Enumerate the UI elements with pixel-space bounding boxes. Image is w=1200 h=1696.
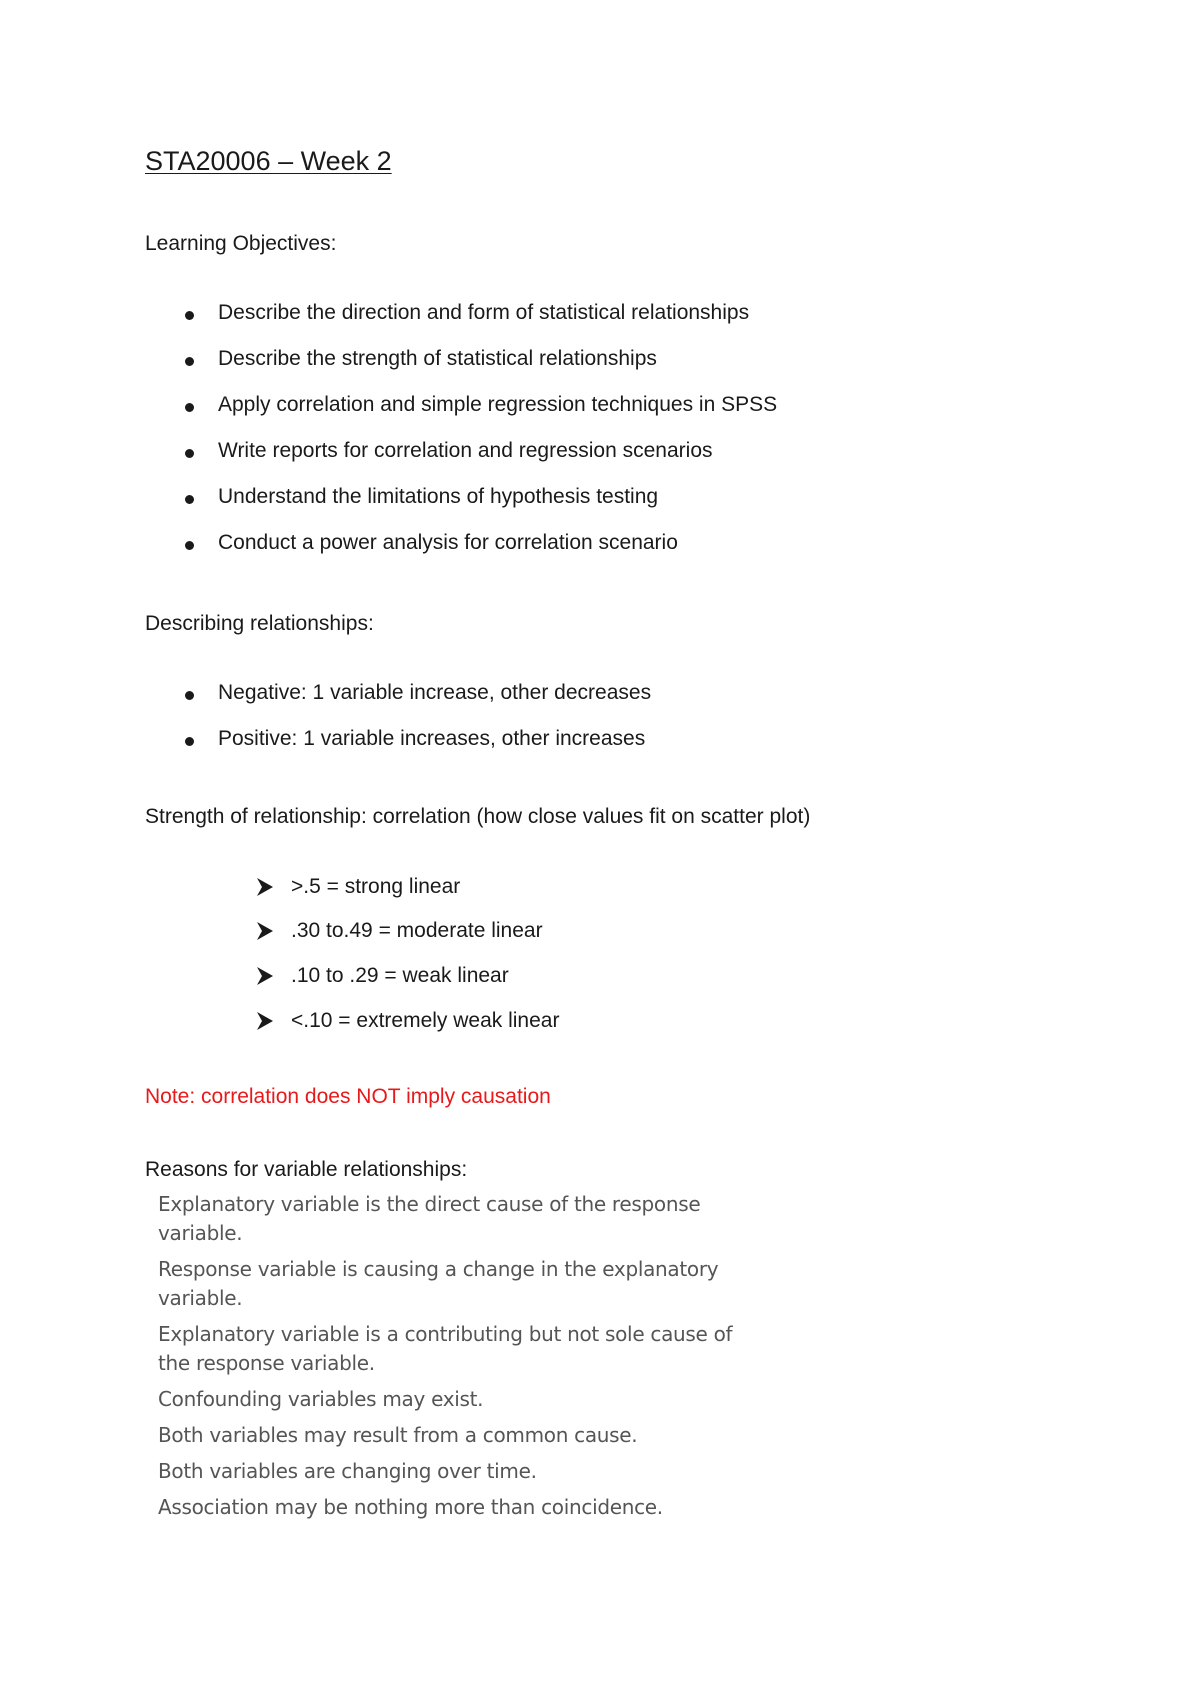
objectives-heading: Learning Objectives:: [145, 232, 337, 255]
list-item-text: Describe the direction and form of statistical relationships: [218, 301, 750, 324]
bullet-dot-icon: [185, 495, 194, 504]
causation-note: Note: correlation does NOT imply causation: [145, 1085, 551, 1108]
bullet-dot-icon: [185, 541, 194, 550]
bullet-dot-icon: [185, 737, 194, 746]
reasons-heading: Reasons for variable relationships:: [145, 1158, 468, 1181]
bullet-dot-icon: [185, 691, 194, 700]
describing-heading: Describing relationships:: [145, 612, 374, 635]
list-item-text: Describe the strength of statistical relationships: [218, 347, 657, 370]
arrow-bullet-icon: [256, 966, 274, 986]
strength-heading: Strength of relationship: correlation (how close values fit on scatter plot): [145, 805, 811, 828]
list-item-text: Negative: 1 variable increase, other decreases: [218, 681, 652, 704]
list-item-text: Write reports for correlation and regression scenarios: [218, 439, 713, 462]
list-item-text: .10 to .29 = weak linear: [291, 964, 509, 987]
reason-item: Confounding variables may exist.: [158, 1387, 484, 1411]
page-title: STA20006 – Week 2: [145, 146, 392, 176]
bullet-dot-icon: [185, 403, 194, 412]
bullet-dot-icon: [185, 311, 194, 320]
arrow-bullet-icon: [256, 877, 274, 897]
bullet-dot-icon: [185, 357, 194, 366]
list-item-text: Positive: 1 variable increases, other increases: [218, 727, 646, 750]
arrow-bullet-icon: [256, 1011, 274, 1031]
list-item-text: Conduct a power analysis for correlation scenario: [218, 531, 678, 554]
bullet-dot-icon: [185, 449, 194, 458]
list-item-text: >.5 = strong linear: [291, 875, 461, 898]
reason-item: Both variables may result from a common cause.: [158, 1423, 638, 1447]
list-item-text: Apply correlation and simple regression techniques in SPSS: [218, 393, 778, 416]
arrow-bullet-icon: [256, 921, 274, 941]
reason-item: Response variable is causing a change in the explanatory variable.: [158, 1257, 719, 1310]
reason-item: Both variables are changing over time.: [158, 1459, 537, 1483]
reason-item: Explanatory variable is a contributing but not sole cause of the response variable.: [158, 1322, 733, 1375]
list-item-text: .30 to.49 = moderate linear: [291, 919, 543, 942]
list-item-text: <.10 = extremely weak linear: [291, 1009, 560, 1032]
reason-item: Explanatory variable is the direct cause of the response variable.: [158, 1192, 701, 1245]
reason-item: Association may be nothing more than coincidence.: [158, 1495, 663, 1519]
reasons-excerpt: [158, 1190, 738, 1529]
list-item-text: Understand the limitations of hypothesis testing: [218, 485, 659, 508]
